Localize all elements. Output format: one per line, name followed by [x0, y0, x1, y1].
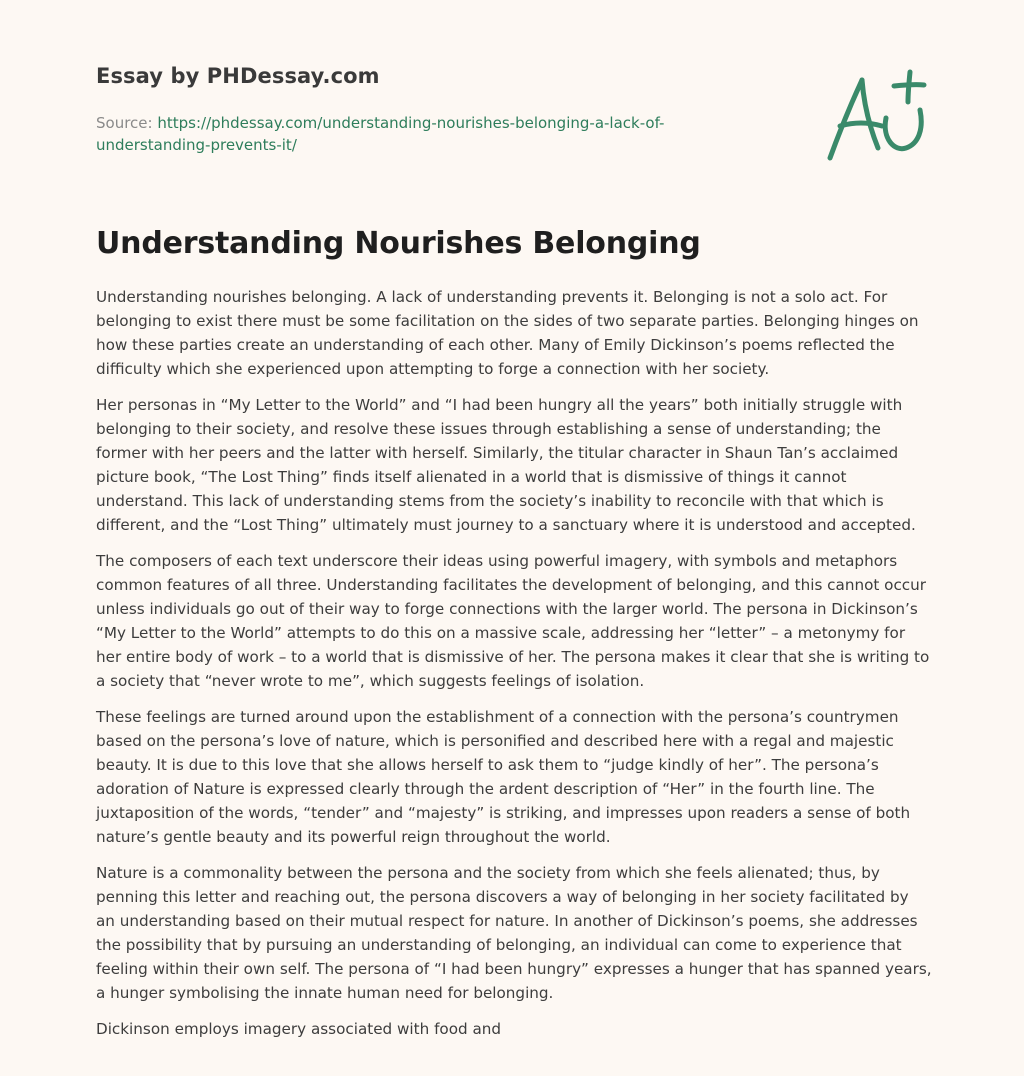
essay-paragraph: These feelings are turned around upon the establishment of a connection with the persona’s countrymen based on the persona’s love of nature, which is personified and described here with a regal and majestic beauty. It is due to this love that she allows herself to ask them to “judge kindly of her”. The persona’s adoration of Nature is expressed clearly through the ardent description of “Her” in the fourth line. The juxtaposition of the words, “tender” and “majesty” is striking, and impresses upon readers a sense of both nature’s gentle beauty and its powerful reign throughout the world. [96, 708, 911, 846]
essay-paragraph: Dickinson employs imagery associated with food and [96, 1020, 502, 1038]
source-line [96, 112, 716, 156]
page-title: Understanding Nourishes Belonging [96, 226, 701, 261]
essay-content [96, 285, 932, 1053]
source-label: Source: [96, 114, 153, 132]
essay-paragraph: The composers of each text underscore their ideas using powerful imagery, with symbols and metaphors common features of all three. Understanding facilitates the development of belonging, and this cannot occur unless individuals go out of their way to forge connections with the larger world. The persona in Dickinson’s “My Letter to the World” attempts to do this on a massive scale, addressing her “letter” – a metonymy for her entire body of work – to a world that is dismissive of her. The persona makes it clear that she is writing to a society that “never wrote to me”, which suggests feelings of isolation. [96, 552, 930, 690]
a-plus-grade-icon [820, 66, 930, 166]
essay-paragraph: Her personas in “My Letter to the World” and “I had been hungry all the years” both initially struggle with belonging to their society, and resolve these issues through establishing a sense of understanding; the former with her peers and the latter with herself. Similarly, the titular character in Shaun Tan’s acclaimed picture book, “The Lost Thing” finds itself alienated in a world that is dismissive of things it cannot understand. This lack of understanding stems from the society’s inability to reconcile with that which is different, and the “Lost Thing” ultimately must journey to a sanctuary where it is understood and accepted. [96, 396, 916, 534]
essay-paragraph: Understanding nourishes belonging. A lack of understanding prevents it. Belonging is not a solo act. For belonging to exist there must be some facilitation on the sides of two separate parties. Belonging hinges on how these parties create an understanding of each other. Many of Emily Dickinson’s poems reflected the difficulty which she experienced upon attempting to forge a connection with her society. [96, 288, 919, 378]
source-link[interactable]: https://phdessay.com/understanding-nourishes-belonging-a-lack-of-understanding-prevents-it/ [96, 114, 665, 154]
site-title: Essay by PHDessay.com [96, 64, 380, 88]
essay-paragraph: Nature is a commonality between the persona and the society from which she feels alienated; thus, by penning this letter and reaching out, the persona discovers a way of belonging in her society facilitated by an understanding based on their mutual respect for nature. In another of Dickinson’s poems, she addresses the possibility that by pursuing an understanding of belonging, an individual can come to experience that feeling within their own self. The persona of “I had been hungry” expresses a hunger that has spanned years, a hunger symbolising the innate human need for belonging. [96, 864, 932, 1002]
